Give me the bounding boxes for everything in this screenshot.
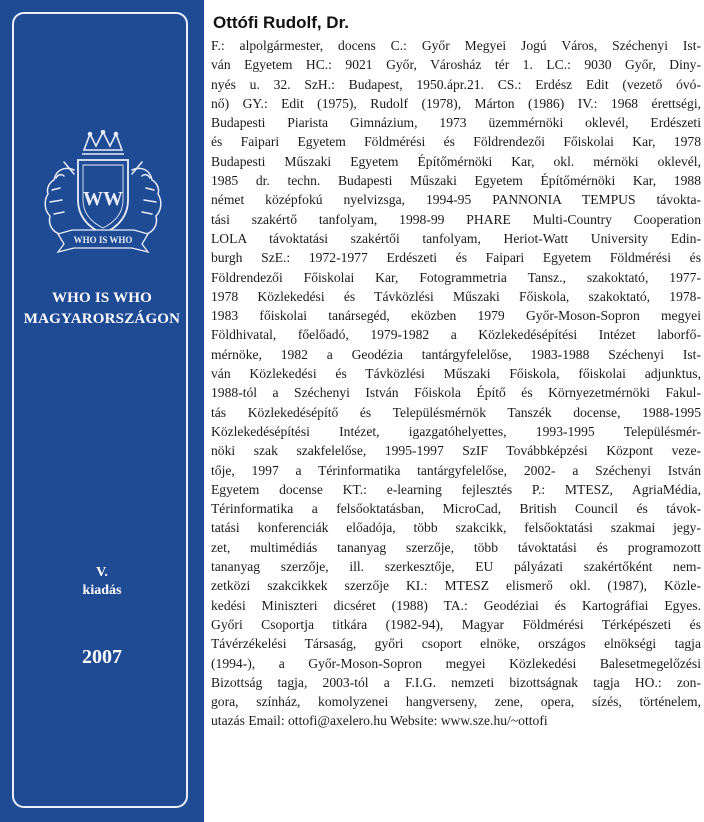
biography-line: Közlekedésépítési Intézet, igazgatóhelyettes, 1993-1995 Településmér- [211, 423, 701, 439]
biography-line: tási szakértő tanfolyam, 1998-99 PHARE Multi-Country Cooperation [211, 211, 701, 227]
biography-line: Földrendezői Főiskolai Kar, Fotogrammetria Tansz., szakoktató, 1977- [211, 269, 701, 285]
biography-line: tás Közlekedésépítő és Településmérnök Tanszék docense, 1988-1995 [211, 404, 701, 420]
biography-line: LOLA távoktatási szakértői tanfolyam, Heriot-Watt University Edin- [211, 230, 701, 246]
biography-line: és Faipari Egyetem Földmérési és Földrendezői Főiskolai Kar, 1978 [211, 134, 701, 150]
emblem-monogram: WW [83, 188, 123, 210]
biography-line: Budapesti Műszaki Egyetem Építőmérnöki Kar, okl. mérnöki oklevél, [211, 153, 701, 169]
biography-line: kedési Miniszteri dicséret (1988) TA.: Geodéziai és Kartográfiai Egyes. [211, 597, 701, 613]
book-cover [0, 0, 204, 822]
biography-line: Távérzékelési Társaság, győri csoport elnöke, országos elnökségi tagja [211, 636, 701, 652]
biography-line: Bizottság tagja, 2003-tól a F.I.G. nemzeti bizottságnak tagja HO.: zon- [211, 674, 701, 690]
biography-entry [207, 12, 703, 740]
biography-line: F.: alpolgármester, docens C.: Győr Megyei Jogú Város, Széchenyi Ist- [211, 38, 701, 53]
cover-title-line2: MAGYARORSZÁGON [23, 311, 181, 327]
biography-line: Egyetem docense KT.: e-learning fejlesztés P.: MTESZ, AgriaMédia, [211, 481, 701, 497]
biography-line: 1983 főiskolai tanársegéd, eközben 1979 Győr-Moson-Sopron megyei [211, 308, 701, 324]
biography-line: nő) GY.: Edit (1975), Rudolf (1978), Márton (1986) IV.: 1968 érettségi, [211, 95, 701, 111]
biography-line: tananyag szerzője, ill. szerkesztője, EU pályázati szakértőként nem- [211, 559, 701, 575]
crowned-lion-crest-icon [34, 130, 172, 260]
person-name: Ottófi Rudolf, Dr. [213, 13, 349, 32]
biography-line: német középfokú nyelvizsga, 1994-95 PANNONIA TEMPUS távokta- [211, 192, 701, 208]
biography-line: Térinformatika a felsőoktatásban, MicroCad, British Council és távok- [211, 501, 701, 517]
biography-line[interactable]: utazás Email: ottofi@axelero.hu Website: www.sze.hu/~ottofi [211, 713, 548, 729]
biography-line: 1985 dr. techn. Budapesti Műszaki Egyetem Építőmérnöki Kar, 1988 [211, 173, 701, 189]
biography-line: Győri Csoportja titkára (1982-94), Magyar Földmérési Térképészeti és [211, 616, 701, 632]
biography-line: gora, színház, komolyzenei hangverseny, zene, opera, sízés, történelem, [211, 694, 701, 710]
biography-line: zet, multimédiás tananyag szerzője, több távoktatási és programozott [211, 539, 701, 555]
biography-line: zetközi szakcikkek szerzője KI.: MTESZ elismerő okl. (1987), Közle- [211, 578, 701, 594]
biography-line: tatási konferenciák előadója, több szakcikk, felsőoktatási szakmai jegy- [211, 520, 701, 536]
biography-line: (1994-), a Győr-Moson-Sopron megyei Közlekedési Balesetmegelőzési [211, 655, 701, 671]
biography-line: mérnöke, 1982 a Geodézia tantárgyfelelőse, 1983-1988 Széchenyi Ist- [211, 346, 701, 362]
biography-line: 1988-tól a Széchenyi István Főiskola Építő és Környezetmérnöki Fakul- [211, 385, 701, 401]
biography-line: 1978 Közlekedési és Távközlési Műszaki Főiskola, szakoktató, 1978- [211, 288, 701, 304]
emblem-ribbon-text: WHO IS WHO [73, 235, 133, 245]
biography-line: burgh SzE.: 1972-1977 Erdészeti és Faipari Egyetem Földmérési és [211, 250, 701, 266]
cover-title-line1: WHO IS WHO [51, 290, 153, 306]
edition-number: V. [96, 565, 108, 580]
biography-line: ván Közlekedési és Távközlési Műszaki Főiskola, főiskolai adjunktus, [211, 366, 701, 382]
edition-word: kiadás [82, 583, 122, 598]
biography-line: ván Egyetem HC.: 9021 Győr, Városház tér 1. LC.: 9030 Győr, Diny- [211, 57, 701, 73]
biography-line: nöki szak szakfelelőse, 1995-1997 SzIF Továbbképzési Központ veze- [211, 443, 701, 459]
biography-line: nyés u. 32. SzH.: Budapest, 1950.ápr.21. CS.: Erdész Edit (vezető óvó- [211, 76, 701, 92]
biography-line: Budapesti Piarista Gimnázium, 1973 üzemmérnöki oklevél, Erdészeti [211, 115, 701, 131]
biography-line: tője, 1997 a Térinformatika tantárgyfelelőse, 2002- a Széchenyi István [211, 462, 701, 478]
biography-text [211, 36, 701, 731]
biography-line: Földhivatal, főelőadó, 1979-1982 a Közlekedésépítési Intézet laborfő- [211, 327, 701, 343]
edition-year: 2007 [82, 646, 122, 668]
